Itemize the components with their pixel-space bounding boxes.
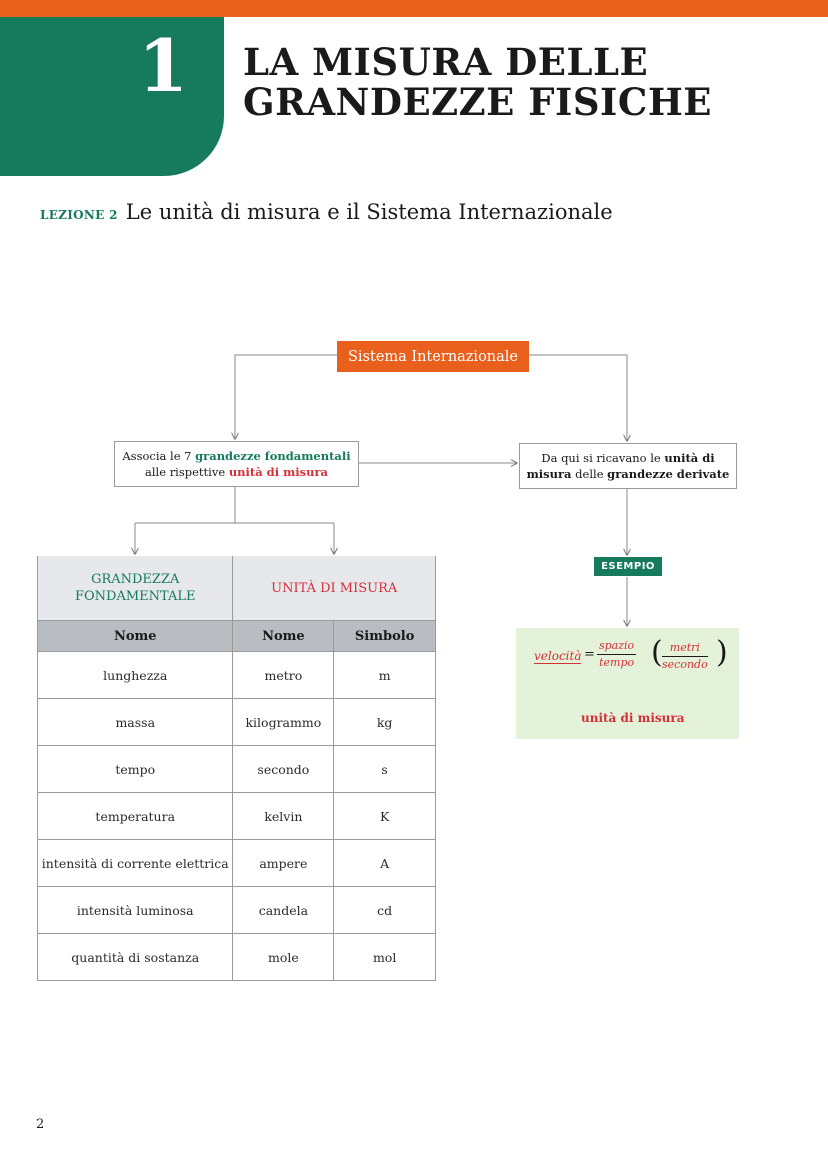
node-fundamental-highlight2: unità di misura: [228, 465, 328, 479]
example-close-paren: ): [716, 635, 728, 670]
table-subheader-row: [38, 621, 436, 652]
table-row: [38, 840, 436, 887]
cell-symbol: mol: [334, 934, 436, 981]
chapter-title-line1: LA MISURA DELLE: [243, 40, 649, 84]
col-name: Nome: [38, 621, 233, 652]
cell-unit: mole: [233, 934, 334, 981]
example-numerator: spazio: [597, 638, 636, 655]
example-unit-denominator: secondo: [662, 658, 708, 671]
table-row: [38, 793, 436, 840]
cell-quantity: intensità di corrente elettrica: [38, 840, 233, 887]
node-fundamental-highlight1: grandezze fondamentali: [195, 449, 351, 463]
chapter-title-line2: GRANDEZZE FISICHE: [243, 80, 712, 124]
cell-symbol: s: [334, 746, 436, 793]
node-fundamental-text2: alle rispettive: [145, 465, 229, 479]
table-row: [38, 699, 436, 746]
example-lhs: velocità: [534, 649, 582, 663]
table-row: [38, 887, 436, 934]
cell-quantity: lunghezza: [38, 652, 233, 699]
cell-symbol: K: [334, 793, 436, 840]
example-open-paren: (: [651, 635, 663, 670]
cell-symbol: m: [334, 652, 436, 699]
table-row: [38, 934, 436, 981]
node-derived-bold3: grandezze derivate: [607, 467, 730, 481]
connector-root-left: [235, 355, 337, 439]
cell-symbol: cd: [334, 887, 436, 934]
table-row: [38, 746, 436, 793]
cell-unit: kelvin: [233, 793, 334, 840]
cell-symbol: kg: [334, 699, 436, 746]
cell-unit: kilogrammo: [233, 699, 334, 746]
table-row: [38, 652, 436, 699]
cell-quantity: intensità luminosa: [38, 887, 233, 934]
cell-unit: secondo: [233, 746, 334, 793]
col-symbol: Simbolo: [334, 621, 436, 652]
table-header-row: [38, 556, 436, 621]
node-derived-bold1: unità di: [664, 451, 715, 465]
lesson-label: LEZIONE 2: [40, 208, 118, 222]
node-derived-text1: Da qui si ricavano le: [541, 451, 665, 465]
cell-symbol: A: [334, 840, 436, 887]
header-quantity: GRANDEZZA FONDAMENTALE: [38, 556, 233, 621]
cell-quantity: tempo: [38, 746, 233, 793]
cell-unit: ampere: [233, 840, 334, 887]
cell-quantity: massa: [38, 699, 233, 746]
node-fundamental-text1: Associa le 7: [122, 449, 196, 463]
cell-unit: candela: [233, 887, 334, 934]
node-derived-text2: delle: [571, 467, 608, 481]
example-unit-numerator: metri: [662, 640, 708, 657]
connector-left-table: [135, 486, 334, 554]
cell-unit: metro: [233, 652, 334, 699]
cell-quantity: quantità di sostanza: [38, 934, 233, 981]
page-number: 2: [36, 1117, 45, 1132]
cell-quantity: temperatura: [38, 793, 233, 840]
example-badge: ESEMPIO: [594, 557, 662, 576]
example-equals: =: [584, 647, 595, 662]
node-derived: [519, 443, 737, 489]
chapter-number: 1: [137, 23, 189, 108]
lesson-title: Le unità di misura e il Sistema Internazionale: [125, 200, 613, 224]
example-fraction: [597, 638, 636, 671]
units-table: [37, 556, 436, 981]
node-derived-bold2: misura: [526, 467, 572, 481]
example-unit-label: unità di misura: [581, 711, 685, 725]
col-unit-name: Nome: [233, 621, 334, 652]
example-denominator: tempo: [599, 656, 635, 669]
root-node-si: Sistema Internazionale: [337, 341, 529, 372]
node-fundamental: [114, 441, 359, 487]
header-unit: UNITÀ DI MISURA: [233, 556, 436, 621]
example-unit-fraction: [662, 640, 708, 673]
connector-root-right: [529, 355, 627, 441]
